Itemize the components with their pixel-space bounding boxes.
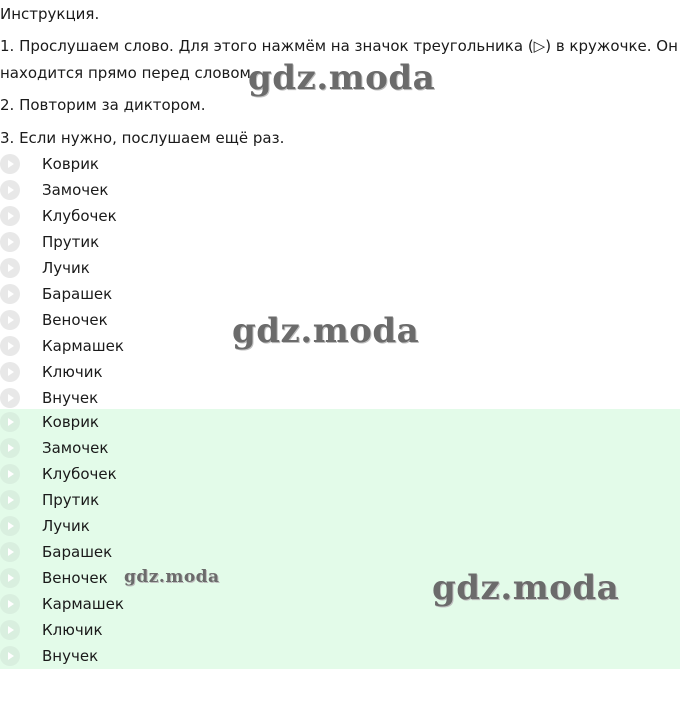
- list-item: [0, 487, 680, 513]
- word-label: Кармашек: [42, 595, 124, 613]
- word-label: Прутик: [42, 491, 100, 509]
- list-item: [0, 255, 680, 281]
- list-item: [0, 435, 680, 461]
- list-item: [0, 643, 680, 669]
- list-item: [0, 281, 680, 307]
- play-button[interactable]: [0, 362, 20, 382]
- play-button[interactable]: [0, 646, 20, 666]
- list-item: [0, 203, 680, 229]
- instruction-step-2: 2. Повторим за диктором.: [0, 96, 206, 114]
- play-button[interactable]: [0, 464, 20, 484]
- watermark: gdz.moda: [248, 58, 436, 98]
- play-button[interactable]: [0, 594, 20, 614]
- word-label: Лучик: [42, 259, 90, 277]
- list-item: [0, 359, 680, 385]
- play-button[interactable]: [0, 284, 20, 304]
- play-icon: [0, 594, 20, 614]
- list-item: [0, 385, 680, 411]
- list-item: [0, 151, 680, 177]
- play-icon: [0, 646, 20, 666]
- word-label: Ключик: [42, 621, 103, 639]
- list-item: [0, 177, 680, 203]
- watermark: gdz.moda: [232, 311, 420, 351]
- play-icon: [0, 412, 20, 432]
- play-button[interactable]: [0, 232, 20, 252]
- play-button[interactable]: [0, 310, 20, 330]
- word-label: Барашек: [42, 543, 113, 561]
- play-button[interactable]: [0, 568, 20, 588]
- list-item: [0, 409, 680, 435]
- instruction-step-1: 1. Прослушаем слово. Для этого нажмём на значок треугольника (▷) в кружочке. Он: [0, 37, 678, 55]
- word-label: Замочек: [42, 181, 109, 199]
- word-label: Веночек: [42, 569, 108, 587]
- play-button[interactable]: [0, 180, 20, 200]
- play-button[interactable]: [0, 206, 20, 226]
- play-icon: [0, 206, 20, 226]
- word-label: Замочек: [42, 439, 109, 457]
- instructions-title: Инструкция.: [0, 5, 100, 23]
- word-list-2: [0, 409, 680, 669]
- play-icon: [0, 464, 20, 484]
- play-icon: [0, 542, 20, 562]
- word-label: Клубочек: [42, 465, 117, 483]
- play-icon: [0, 388, 20, 408]
- list-item: [0, 539, 680, 565]
- word-list-1: [0, 151, 680, 409]
- play-icon: [0, 258, 20, 278]
- play-button[interactable]: [0, 438, 20, 458]
- word-label: Внучек: [42, 647, 99, 665]
- play-button[interactable]: [0, 542, 20, 562]
- play-button[interactable]: [0, 388, 20, 408]
- list-item: [0, 617, 680, 643]
- play-icon: [0, 232, 20, 252]
- word-label: Кармашек: [42, 337, 124, 355]
- word-label: Прутик: [42, 233, 100, 251]
- word-label: Лучик: [42, 517, 90, 535]
- play-icon: [0, 154, 20, 174]
- list-item: [0, 513, 680, 539]
- play-button[interactable]: [0, 154, 20, 174]
- word-label: Ключик: [42, 363, 103, 381]
- instruction-step-3: 3. Если нужно, послушаем ещё раз.: [0, 129, 285, 147]
- watermark: gdz.moda: [432, 568, 620, 608]
- word-label: Коврик: [42, 155, 99, 173]
- play-icon: [0, 362, 20, 382]
- play-button[interactable]: [0, 336, 20, 356]
- play-icon: [0, 284, 20, 304]
- play-button[interactable]: [0, 412, 20, 432]
- play-button[interactable]: [0, 258, 20, 278]
- play-icon: [0, 180, 20, 200]
- watermark: gdz.moda: [124, 567, 220, 587]
- word-label: Веночек: [42, 311, 108, 329]
- play-icon: [0, 620, 20, 640]
- play-icon: [0, 310, 20, 330]
- list-item: [0, 229, 680, 255]
- list-item: [0, 461, 680, 487]
- play-icon: [0, 438, 20, 458]
- word-label: Внучек: [42, 389, 99, 407]
- word-label: Коврик: [42, 413, 99, 431]
- play-icon: [0, 490, 20, 510]
- play-button[interactable]: [0, 516, 20, 536]
- play-icon: [0, 516, 20, 536]
- word-label: Клубочек: [42, 207, 117, 225]
- play-icon: [0, 568, 20, 588]
- word-label: Барашек: [42, 285, 113, 303]
- play-icon: [0, 336, 20, 356]
- play-button[interactable]: [0, 490, 20, 510]
- instruction-step-1-continued: находится прямо перед словом.: [0, 64, 256, 82]
- play-button[interactable]: [0, 620, 20, 640]
